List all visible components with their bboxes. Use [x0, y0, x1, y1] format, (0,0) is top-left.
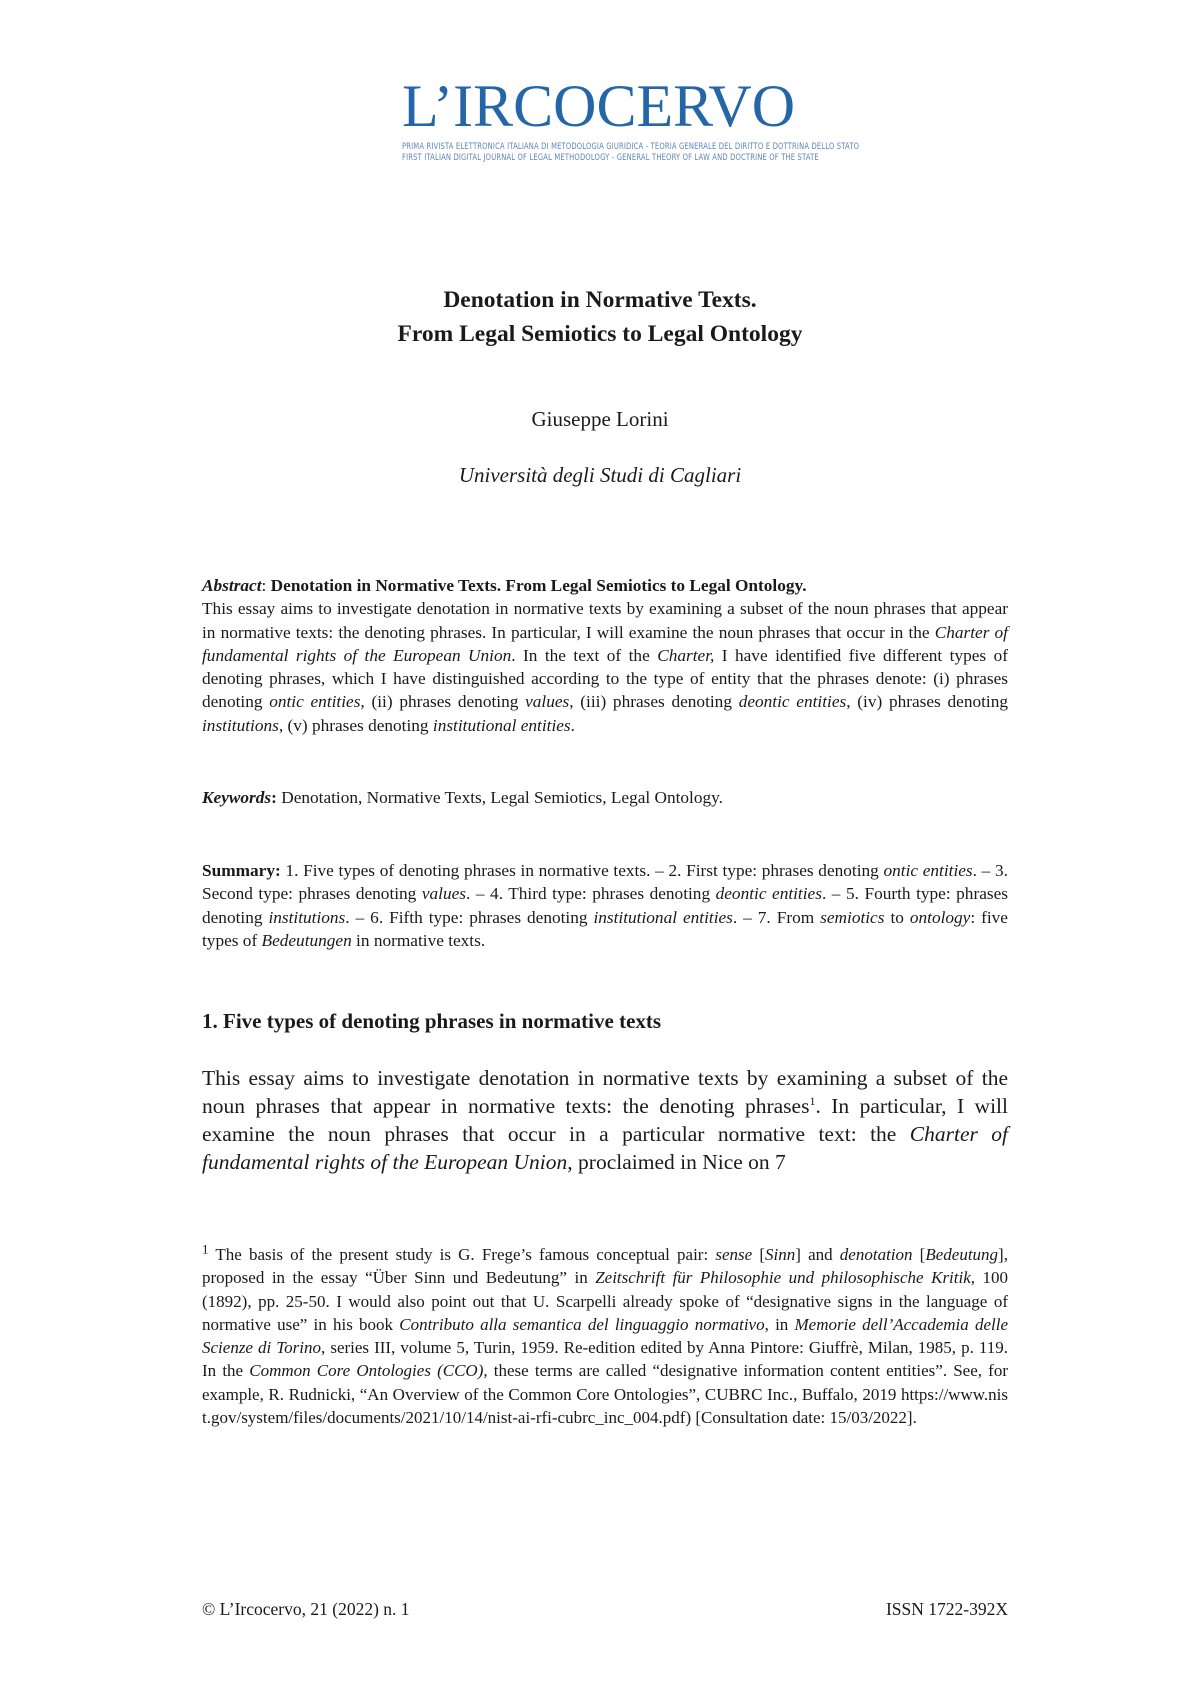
keywords — [202, 786, 1008, 809]
summary-emphasis: ontology — [909, 907, 971, 927]
footnote-emphasis: Bedeutung — [925, 1245, 999, 1264]
journal-logo — [402, 73, 860, 164]
summary-emphasis: ontic entities — [883, 861, 973, 880]
body-text: , proclaimed in Nice on 7 — [567, 1150, 786, 1174]
section-1-heading: 1. Five types of denoting phrases in normative texts — [202, 1009, 662, 1033]
section-1-body — [202, 1064, 1008, 1176]
article-title — [0, 283, 1200, 351]
summary-emphasis: Bedeutungen — [261, 930, 352, 950]
footnote-text: ] and — [795, 1245, 840, 1264]
body-emphasis: Charter of fundamental rights of the European Union — [202, 1122, 1008, 1174]
abstract-emphasis: deontic entities — [738, 692, 847, 712]
footnote-emphasis: denotation — [839, 1245, 913, 1264]
footnote-text: , in — [764, 1314, 795, 1334]
footnote-text: [Consultation date: 15/03/2022]. — [691, 1408, 917, 1428]
summary-label: Summary: — [202, 861, 281, 880]
abstract-text: . In the text of the — [511, 645, 658, 665]
footnote-emphasis: Contributo alla semantica del linguaggio normativo — [399, 1314, 765, 1334]
logo-tagline — [402, 142, 860, 164]
summary-text: 1. Five types of denoting phrases in normative texts. – 2. First type: phrases denoting — [280, 861, 884, 880]
abstract-text: I have identified five different types of denoting phrases, which I have distinguished according to the type of entity that the phrases denote: (i) phrases denoting — [202, 645, 1009, 712]
summary-text: . – 6. Fifth type: phrases denoting — [345, 907, 594, 927]
abstract-heading-line — [202, 574, 1008, 597]
footnote-emphasis: sense — [715, 1245, 753, 1264]
abstract-text: , (iii) phrases denoting — [569, 692, 739, 712]
logo-wordmark: L’IRCOCERVO — [402, 73, 796, 139]
abstract-emphasis: ontic entities — [269, 692, 361, 712]
abstract-text: , (v) phrases denoting — [278, 715, 433, 735]
footer-issn: ISSN 1722-392X — [885, 1599, 1008, 1619]
footer-copyright: © L’Ircocervo, 21 (2022) n. 1 — [202, 1599, 410, 1619]
footnote-emphasis: Zeitschrift für Philosophie und philosophische Kritik — [595, 1268, 971, 1288]
abstract-text: This essay aims to investigate denotation in normative texts by examining a subset of the noun phrases that appear in normative texts: the denoting phrases. In particular, I will examine the noun phrases that occur in the — [202, 599, 1008, 642]
summary-emphasis: institutional entities — [593, 907, 733, 927]
footnote-text: , 100 (1892), pp. 25-50. I would also point out that U. Scarpelli already spoke of “designative signs in the language of normative use” in his book — [202, 1268, 1009, 1334]
footnote-text: these terms are called “designative information content entities”. See, for example, R. Rudnicki, “An Overview of the Common Core Ontologies”, CUBRC Inc., Buffalo, 2019 — [202, 1361, 1008, 1404]
summary-text: to — [884, 907, 910, 927]
abstract-emphasis: Charter of fundamental rights of the European Union — [202, 622, 1008, 665]
abstract-colon: : — [261, 576, 267, 595]
title-line-2: From Legal Semiotics to Legal Ontology — [397, 321, 803, 347]
footnote-text: ], proposed in the essay “Über Sinn und Bedeutung” in — [202, 1245, 1008, 1288]
author-name: Giuseppe Lorini — [531, 407, 669, 431]
abstract-emphasis: institutions — [202, 715, 279, 735]
abstract-emphasis: Charter, — [657, 645, 715, 665]
abstract-label: Abstract — [202, 576, 262, 595]
abstract-heading: Denotation in Normative Texts. From Legal Semiotics to Legal Ontology. — [270, 576, 807, 595]
summary — [202, 859, 1008, 952]
summary-emphasis: deontic entities — [715, 884, 822, 904]
abstract-text: . — [570, 715, 575, 735]
footnote-emphasis: Memorie dell’Accademia delle Scienze di Torino — [202, 1314, 1008, 1358]
abstract-text: , (ii) phrases denoting — [360, 692, 526, 712]
summary-emphasis: values — [421, 884, 467, 904]
summary-emphasis: semiotics — [820, 907, 885, 927]
footnote-reference[interactable]: 1 — [809, 1093, 816, 1108]
logo-tagline-english: FIRST ITALIAN DIGITAL JOURNAL OF LEGAL METHODOLOGY - GENERAL THEORY OF LAW AND DOCTRINE OF THE STATE — [402, 153, 819, 163]
footnote-text: , series III, volume 5, Turin, 1959. Re-edition edited by Anna Pintore: Giuffrè, Milan, 1985, p. 119. In the — [202, 1338, 1008, 1381]
title-line-1: Denotation in Normative Texts. — [443, 287, 757, 313]
footnote-text: [ — [912, 1245, 926, 1264]
abstract — [202, 574, 1008, 737]
summary-text: in normative texts. — [351, 930, 486, 950]
footnote-number: 1 — [202, 1241, 209, 1257]
footnote-1 — [202, 1243, 1008, 1429]
body-text: . In particular, I will examine the noun phrases that occur in a particular normative text: the — [202, 1094, 1008, 1146]
summary-emphasis: institutions — [268, 907, 346, 927]
footnote-text: The basis of the present study is G. Frege’s famous conceptual pair: — [208, 1245, 716, 1264]
author-affiliation: Università degli Studi di Cagliari — [458, 463, 742, 487]
logo-tagline-italian: PRIMA RIVISTA ELETTRONICA ITALIANA DI METODOLOGIA GIURIDICA - TEORIA GENERALE DEL DIRITTO E DOTTRINA DELLO STATO — [402, 142, 860, 152]
keywords-text: Denotation, Normative Texts, Legal Semiotics, Legal Ontology. — [276, 788, 723, 807]
summary-text: . – 3. Second type: phrases denoting — [202, 861, 1008, 904]
body-text: This essay aims to investigate denotation in normative texts by examining a subset of the noun phrases that appear in normative texts: the denoting phrases — [202, 1066, 1008, 1118]
summary-text: . – 7. From — [732, 907, 821, 927]
footnote-url-link[interactable]: https://www.nist.gov/system/files/documents/2021/10/14/nist-ai-rfi-cubrc_inc_004.pdf) — [202, 1384, 1008, 1428]
keywords-label: Keywords — [202, 788, 272, 807]
footnote-emphasis: Common Core Ontologies (CCO), — [249, 1361, 488, 1381]
abstract-emphasis: institutional entities — [432, 715, 571, 735]
keywords-colon: : — [271, 788, 277, 807]
summary-text: . – 5. Fourth type: phrases denoting — [202, 884, 1008, 927]
abstract-text: , (iv) phrases denoting — [846, 692, 1008, 712]
footnote-emphasis: Sinn — [765, 1245, 796, 1264]
summary-text: . – 4. Third type: phrases denoting — [466, 884, 716, 904]
abstract-body — [202, 597, 1008, 737]
summary-text: : five types of — [202, 907, 1008, 950]
abstract-emphasis: values — [525, 692, 570, 712]
footnote-text: [ — [752, 1245, 766, 1264]
